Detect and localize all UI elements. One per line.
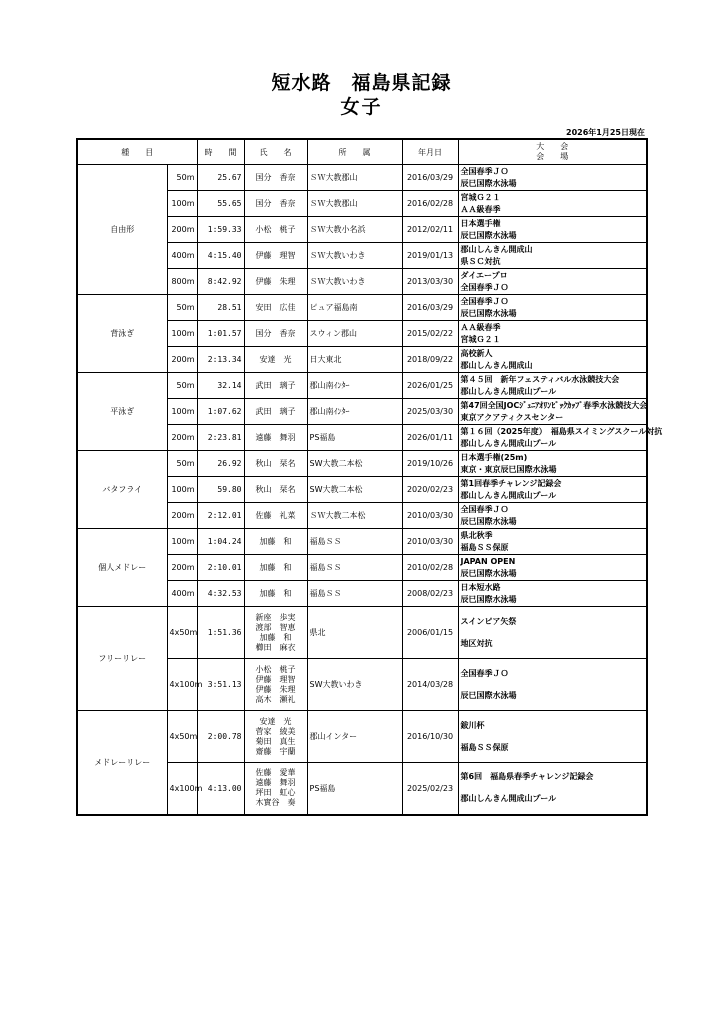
- venue-name: 郡山しんきん開成山プール: [460, 438, 557, 448]
- meet-name: 郡山しんきん開成山: [460, 244, 533, 254]
- distance-cell: 200m: [167, 217, 197, 243]
- swimmer-name: 加藤 和: [259, 632, 292, 642]
- date-cell: 2019/10/26: [402, 451, 458, 477]
- club-cell: PS福島: [307, 763, 402, 815]
- meet-name: 宮城Ｇ２１: [460, 192, 501, 202]
- swimmer-name-cell: [244, 321, 307, 347]
- date-cell: 2018/09/22: [402, 347, 458, 373]
- swimmer-name: 伊藤 朱理: [255, 684, 296, 694]
- distance-cell: 50m: [167, 451, 197, 477]
- event-name: メドレーリレー: [77, 711, 167, 815]
- meet-venue-cell: [458, 243, 647, 269]
- event-name: 背泳ぎ: [77, 295, 167, 373]
- table-row: [77, 607, 647, 659]
- page-title: 短水路 福島県記録: [271, 72, 452, 94]
- swimmer-name-cell: [244, 711, 307, 763]
- meet-venue-cell: [458, 555, 647, 581]
- swimmer-name: 伊藤 理智: [255, 250, 296, 260]
- time-cell: 2:00.78: [197, 711, 244, 763]
- swimmer-name: 加藤 和: [259, 588, 292, 598]
- swimmer-name: 遠藤 舞羽: [255, 778, 296, 788]
- date-cell: 2014/03/28: [402, 659, 458, 711]
- as-of-date: 2026年1月25日現在: [566, 128, 645, 137]
- time-cell: 3:51.13: [197, 659, 244, 711]
- club-cell: SW大教二本松: [307, 477, 402, 503]
- swimmer-name: 佐藤 礼菜: [255, 510, 296, 520]
- club-cell: 郡山南ｲﾝﾀｰ: [307, 373, 402, 399]
- club-cell: ＳＷ大教いわき: [307, 243, 402, 269]
- swimmer-name-cell: [244, 191, 307, 217]
- distance-cell: 4x100m: [167, 763, 197, 815]
- club-cell: 福島ＳＳ: [307, 581, 402, 607]
- meet-venue-cell: [458, 607, 647, 659]
- swimmer-name: 遠藤 舞羽: [255, 432, 296, 442]
- club-cell: ピュア福島南: [307, 295, 402, 321]
- venue-name: 辰巳国際水泳場: [460, 178, 517, 188]
- meet-name: 日本短水路: [460, 582, 501, 592]
- venue-name: 郡山しんきん開成山プール: [460, 794, 557, 804]
- meet-name: 第1回春季チャレンジ記録会: [460, 478, 562, 488]
- meet-venue-cell: [458, 711, 647, 763]
- swimmer-name-cell: [244, 425, 307, 451]
- swimmer-name-cell: [244, 243, 307, 269]
- date-cell: 2016/02/28: [402, 191, 458, 217]
- date-cell: 2020/02/23: [402, 477, 458, 503]
- meet-name: 鈸川杯: [460, 720, 485, 730]
- swimmer-name-cell: [244, 529, 307, 555]
- time-cell: 4:15.40: [197, 243, 244, 269]
- distance-cell: 4x50m: [167, 607, 197, 659]
- time-cell: 1:01.57: [197, 321, 244, 347]
- swimmer-name: 国分 香奈: [255, 172, 296, 182]
- swimmer-name: 加藤 和: [259, 536, 292, 546]
- club-cell: 福島ＳＳ: [307, 529, 402, 555]
- venue-name: 辰巳国際水泳場: [460, 568, 517, 578]
- header-time: 時 間: [197, 139, 244, 165]
- event-name: フリーリレー: [77, 607, 167, 711]
- date-cell: 2010/03/30: [402, 529, 458, 555]
- event-name: 自由形: [77, 165, 167, 295]
- time-cell: 2:13.34: [197, 347, 244, 373]
- meet-name: 第４５回 新年フェスティバル水泳競技大会: [460, 374, 620, 384]
- header-event: 種 目: [77, 139, 197, 165]
- date-cell: 2025/03/30: [402, 399, 458, 425]
- meet-venue-cell: [458, 477, 647, 503]
- time-cell: 1:07.62: [197, 399, 244, 425]
- swimmer-name: 安達 光: [259, 354, 292, 364]
- club-cell: SW大教二本松: [307, 451, 402, 477]
- club-cell: 県北: [307, 607, 402, 659]
- venue-name: 東京アクアティクスセンター: [460, 412, 564, 422]
- venue-name: 県ＳＣ対抗: [460, 256, 501, 266]
- club-cell: 郡山インター: [307, 711, 402, 763]
- meet-venue-cell: [458, 347, 647, 373]
- venue-name: 郡山しんきん開成山プール: [460, 490, 557, 500]
- distance-cell: 50m: [167, 295, 197, 321]
- swimmer-name-cell: [244, 295, 307, 321]
- swimmer-name: 小松 桃子: [255, 224, 296, 234]
- meet-name: 全国春季ＪＯ: [460, 668, 509, 678]
- records-table: [76, 138, 663, 816]
- swimmer-name-cell: [244, 399, 307, 425]
- meet-name: JAPAN OPEN: [460, 556, 516, 566]
- venue-name: 東京・東京辰巳国際水泳場: [460, 464, 557, 474]
- swimmer-name-cell: [244, 659, 307, 711]
- distance-cell: 50m: [167, 165, 197, 191]
- swimmer-name-cell: [244, 217, 307, 243]
- distance-cell: 200m: [167, 555, 197, 581]
- distance-cell: 200m: [167, 503, 197, 529]
- meet-name: 全国春季ＪＯ: [460, 504, 509, 514]
- swimmer-name-cell: [244, 165, 307, 191]
- venue-name: 辰巳国際水泳場: [460, 690, 517, 700]
- page-subtitle: 女子: [340, 96, 383, 118]
- meet-venue-cell: [458, 399, 647, 425]
- distance-cell: 100m: [167, 191, 197, 217]
- club-cell: ＳＷ大教小名浜: [307, 217, 402, 243]
- distance-cell: 200m: [167, 425, 197, 451]
- meet-venue-cell: [458, 321, 647, 347]
- time-cell: 1:04.24: [197, 529, 244, 555]
- club-cell: 郡山南ｲﾝﾀｰ: [307, 399, 402, 425]
- time-cell: 1:59.33: [197, 217, 244, 243]
- swimmer-name-cell: [244, 477, 307, 503]
- club-cell: SW大教いわき: [307, 659, 402, 711]
- time-cell: 26.92: [197, 451, 244, 477]
- swimmer-name-cell: [244, 451, 307, 477]
- time-cell: 4:13.00: [197, 763, 244, 815]
- meet-venue-cell: [458, 451, 647, 477]
- time-cell: 2:12.01: [197, 503, 244, 529]
- table-header-row: [77, 139, 647, 165]
- swimmer-name-cell: [244, 581, 307, 607]
- club-cell: ＳＷ大教いわき: [307, 269, 402, 295]
- meet-venue-cell: [458, 659, 647, 711]
- time-cell: 4:32.53: [197, 581, 244, 607]
- distance-cell: 50m: [167, 373, 197, 399]
- time-cell: 32.14: [197, 373, 244, 399]
- swimmer-name: 国分 香奈: [255, 328, 296, 338]
- club-cell: 福島ＳＳ: [307, 555, 402, 581]
- date-cell: 2026/01/25: [402, 373, 458, 399]
- meet-name: 第6回 福島県春季チャレンジ記録会: [460, 772, 594, 782]
- swimmer-name-cell: [244, 373, 307, 399]
- table-row: [77, 711, 647, 763]
- table-row: [77, 529, 647, 555]
- table-row: [77, 295, 647, 321]
- distance-cell: 4x50m: [167, 711, 197, 763]
- table-row: [77, 165, 647, 191]
- club-cell: ＳＷ大教郡山: [307, 165, 402, 191]
- meet-name: 全国春季ＪＯ: [460, 166, 509, 176]
- venue-name: 福島ＳＳ保原: [460, 742, 509, 752]
- distance-cell: 100m: [167, 529, 197, 555]
- distance-cell: 4x100m: [167, 659, 197, 711]
- meet-venue-cell: [458, 373, 647, 399]
- date-cell: 2013/03/30: [402, 269, 458, 295]
- venue-name: 郡山しんきん開成山プール: [460, 386, 557, 396]
- swimmer-name: 小松 桃子: [255, 664, 296, 674]
- club-cell: ＳＷ大教郡山: [307, 191, 402, 217]
- meet-venue-cell: [458, 529, 647, 555]
- header-club: 所 属: [307, 139, 402, 165]
- header-meet: [458, 139, 647, 165]
- swimmer-name: 櫛田 麻衣: [255, 642, 296, 652]
- time-cell: 59.80: [197, 477, 244, 503]
- venue-name: 郡山しんきん開成山: [460, 360, 533, 370]
- swimmer-name: 渡部 智恵: [255, 622, 296, 632]
- swimmer-name: 安田 広佳: [255, 302, 296, 312]
- meet-name: ＡＡ級春季: [460, 322, 501, 332]
- venue-name: 宮城Ｇ２１: [460, 334, 501, 344]
- date-cell: 2019/01/13: [402, 243, 458, 269]
- swimmer-name-cell: [244, 347, 307, 373]
- header-venue-label: 会 場: [536, 152, 569, 161]
- date-cell: 2010/02/28: [402, 555, 458, 581]
- meet-name: 第47回全国JOCｼﾞｭﾆｱｵﾘﾝﾋﾟｯｸｶｯﾌﾟ春季水泳競技大会: [460, 400, 648, 410]
- meet-venue-cell: [458, 763, 647, 815]
- distance-cell: 100m: [167, 321, 197, 347]
- meet-venue-cell: [458, 581, 647, 607]
- venue-name: ＡＡ級春季: [460, 204, 501, 214]
- swimmer-name: 木實谷 奏: [255, 798, 296, 808]
- time-cell: 2:10.01: [197, 555, 244, 581]
- swimmer-name: 秋山 栞名: [255, 484, 296, 494]
- swimmer-name: 安達 光: [259, 716, 292, 726]
- header-date: 年月日: [402, 139, 458, 165]
- club-cell: ＳＷ大教二本松: [307, 503, 402, 529]
- records-body: [77, 165, 663, 815]
- meet-venue-cell: [458, 217, 647, 243]
- distance-cell: 200m: [167, 347, 197, 373]
- venue-name: 辰巳国際水泳場: [460, 594, 517, 604]
- meet-venue-cell: [458, 425, 663, 451]
- swimmer-name: 加藤 和: [259, 562, 292, 572]
- venue-name: 全国春季ＪＯ: [460, 282, 509, 292]
- time-cell: 2:23.81: [197, 425, 244, 451]
- time-cell: 1:51.36: [197, 607, 244, 659]
- event-name: 個人メドレー: [77, 529, 167, 607]
- meet-venue-cell: [458, 191, 647, 217]
- meet-name: ダイエープロ: [460, 270, 508, 280]
- venue-name: 地区対抗: [460, 638, 493, 648]
- swimmer-name: 伊藤 理智: [255, 674, 296, 684]
- swimmer-name: 秋山 栞名: [255, 458, 296, 468]
- swimmer-name: 新座 歩実: [255, 612, 296, 622]
- meet-name: 高校新人: [460, 348, 493, 358]
- club-cell: PS福島: [307, 425, 402, 451]
- table-row: [77, 451, 647, 477]
- swimmer-name: 伊藤 朱理: [255, 276, 296, 286]
- time-cell: 28.51: [197, 295, 244, 321]
- distance-cell: 100m: [167, 399, 197, 425]
- swimmer-name: 菅家 綾美: [255, 726, 296, 736]
- time-cell: 8:42.92: [197, 269, 244, 295]
- swimmer-name-cell: [244, 607, 307, 659]
- date-cell: 2025/02/23: [402, 763, 458, 815]
- date-cell: 2012/02/11: [402, 217, 458, 243]
- date-cell: 2026/01/11: [402, 425, 458, 451]
- meet-venue-cell: [458, 165, 647, 191]
- swimmer-name: 国分 香奈: [255, 198, 296, 208]
- meet-name: 第１６回（2025年度） 福島県スイミングスクール対抗: [460, 426, 663, 436]
- meet-name: 全国春季ＪＯ: [460, 296, 509, 306]
- meet-venue-cell: [458, 269, 647, 295]
- date-cell: 2015/02/22: [402, 321, 458, 347]
- table-row: [77, 373, 647, 399]
- venue-name: 辰巳国際水泳場: [460, 516, 517, 526]
- swimmer-name: 菊田 真生: [255, 736, 296, 746]
- club-cell: スウィン郡山: [307, 321, 402, 347]
- swimmer-name: 武田 璃子: [255, 406, 296, 416]
- date-cell: 2016/10/30: [402, 711, 458, 763]
- club-cell: 日大東北: [307, 347, 402, 373]
- meet-name: 日本選手権(25m): [460, 452, 528, 462]
- meet-name: スインピア矢祭: [460, 616, 517, 626]
- header-name: 氏 名: [244, 139, 307, 165]
- swimmer-name-cell: [244, 503, 307, 529]
- event-name: バタフライ: [77, 451, 167, 529]
- meet-name: 日本選手権: [460, 218, 501, 228]
- swimmer-name: 高木 瀬礼: [255, 694, 296, 704]
- date-cell: 2016/03/29: [402, 165, 458, 191]
- venue-name: 辰巳国際水泳場: [460, 230, 517, 240]
- date-cell: 2006/01/15: [402, 607, 458, 659]
- meet-name: 県北秋季: [460, 530, 493, 540]
- venue-name: 辰巳国際水泳場: [460, 308, 517, 318]
- distance-cell: 400m: [167, 581, 197, 607]
- swimmer-name: 坪田 虹心: [255, 788, 296, 798]
- swimmer-name-cell: [244, 555, 307, 581]
- date-cell: 2016/03/29: [402, 295, 458, 321]
- distance-cell: 400m: [167, 243, 197, 269]
- swimmer-name: 齋藤 宇蘭: [255, 746, 296, 756]
- time-cell: 55.65: [197, 191, 244, 217]
- swimmer-name-cell: [244, 763, 307, 815]
- swimmer-name: 武田 璃子: [255, 380, 296, 390]
- time-cell: 25.67: [197, 165, 244, 191]
- header-meet-label: 大 会: [536, 142, 569, 151]
- date-cell: 2008/02/23: [402, 581, 458, 607]
- swimmer-name-cell: [244, 269, 307, 295]
- meet-venue-cell: [458, 295, 647, 321]
- date-cell: 2010/03/30: [402, 503, 458, 529]
- distance-cell: 100m: [167, 477, 197, 503]
- swimmer-name: 佐藤 愛華: [255, 768, 296, 778]
- venue-name: 福島ＳＳ保原: [460, 542, 509, 552]
- distance-cell: 800m: [167, 269, 197, 295]
- event-name: 平泳ぎ: [77, 373, 167, 451]
- meet-venue-cell: [458, 503, 647, 529]
